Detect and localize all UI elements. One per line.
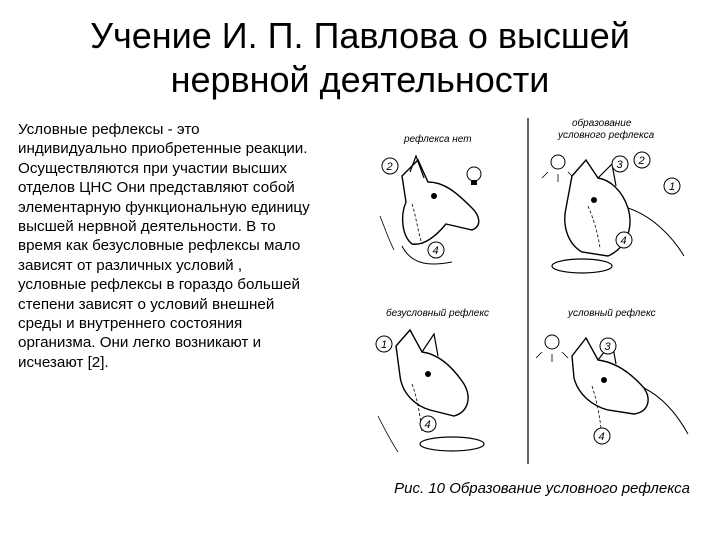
body-line: среды и внутреннего состояния xyxy=(18,315,243,333)
panel-no-reflex xyxy=(380,133,481,264)
panel-number: 1 xyxy=(381,339,388,351)
body-line: условные рефлексы в гораздо большей xyxy=(18,276,300,294)
body-line: индивидуально приобретенные реакции. xyxy=(18,140,308,158)
panel-label: условный рефлекс xyxy=(568,308,656,319)
panel-conditioned-reflex xyxy=(536,307,688,444)
panel-unconditioned-reflex xyxy=(376,307,489,452)
panel-label: условного рефлекса xyxy=(558,130,655,141)
title-line-1: Учение И. П. Павлова о высшей xyxy=(90,15,630,56)
panel-label: образование xyxy=(572,118,632,129)
body-line: элементарную функциональную единицу xyxy=(18,198,310,216)
panel-number: 2 xyxy=(638,155,645,167)
panel-reflex-formation xyxy=(542,117,684,273)
dog-head-icon xyxy=(396,330,468,416)
body-text xyxy=(18,120,378,372)
body-line: зависят от различных условий , xyxy=(18,256,243,274)
body-line: отделов ЦНС Они представляют собой xyxy=(18,179,295,197)
body-line: организма. Они легко возникают и xyxy=(18,334,262,352)
body-line: Условные рефлексы - это xyxy=(18,121,200,138)
reflex-illustration xyxy=(372,116,702,478)
bulb-icon xyxy=(536,335,568,362)
slide-title xyxy=(20,14,700,102)
panel-number: 3 xyxy=(616,159,623,171)
panel-number: 3 xyxy=(604,341,611,353)
body-line: степени зависят о условий внешней xyxy=(18,295,275,313)
body-line: высшей нервной деятельности. В то xyxy=(18,218,276,236)
body-line: время как безусловные рефлексы мало xyxy=(18,237,301,255)
panel-number: 4 xyxy=(424,419,431,431)
panel-number: 4 xyxy=(620,235,627,247)
body-line: Осуществляются при участии высших xyxy=(18,159,287,177)
bulb-icon xyxy=(542,155,574,182)
panel-number: 2 xyxy=(386,161,393,173)
bulb-icon xyxy=(467,167,481,185)
title-line-2: нервной деятельности xyxy=(170,59,550,100)
panel-number: 4 xyxy=(598,431,605,443)
food-bowl-icon xyxy=(552,259,612,273)
figure-caption: Рис. 10 Образование условного рефлекса xyxy=(394,480,690,497)
reflex-figure xyxy=(372,116,702,478)
panel-number: 4 xyxy=(432,245,439,257)
panel-label: безусловный рефлекс xyxy=(386,308,489,319)
food-bowl-icon xyxy=(420,437,484,451)
body-line: исчезают [2]. xyxy=(18,353,109,371)
panel-number: 1 xyxy=(669,181,676,193)
panel-label: рефлекса нет xyxy=(404,134,472,145)
